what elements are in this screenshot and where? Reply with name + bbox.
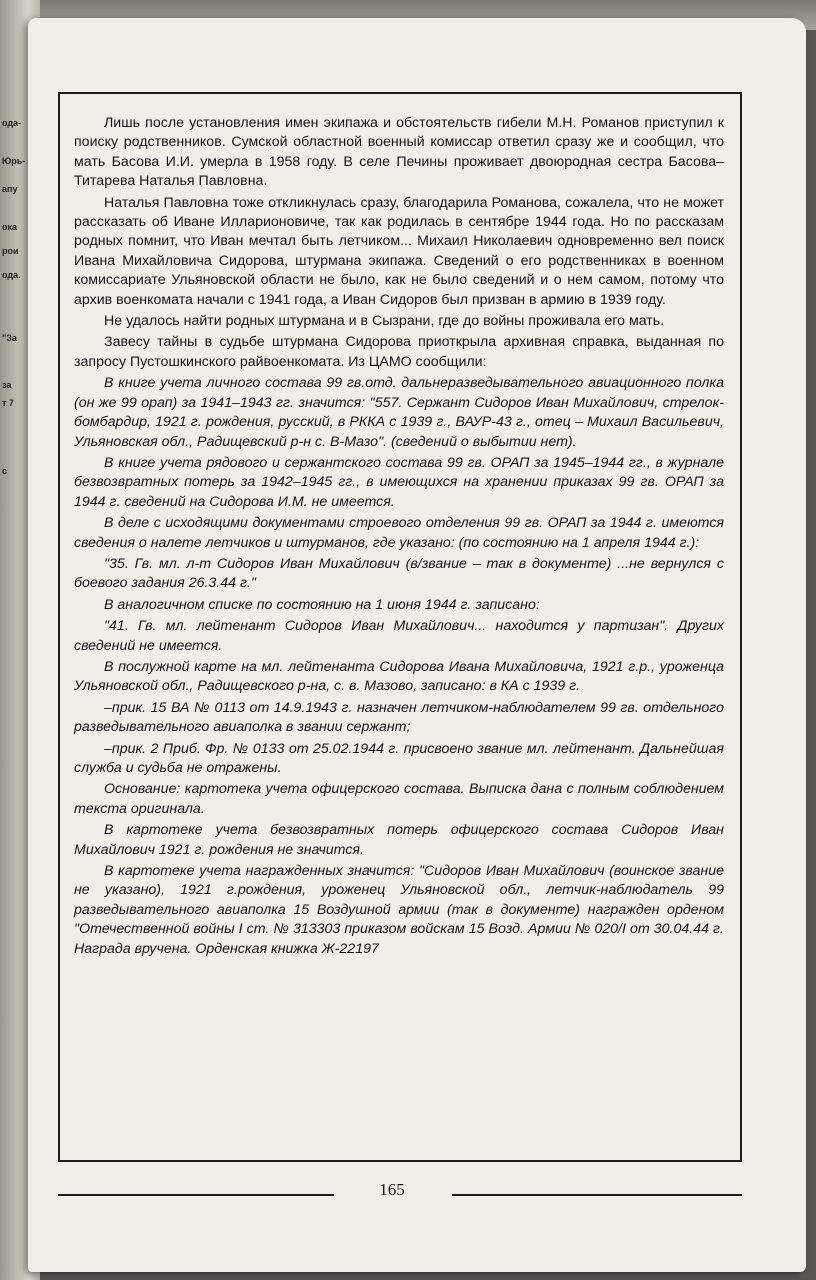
- archive-quote-paragraph: В картотеке учета безвозвратных потерь офицерского состава Сидоров Иван Михайлович 1921 г. рождения не значится.: [74, 822, 724, 858]
- archive-quote-paragraph: –прик. 15 ВА № 0113 от 14.9.1943 г. назначен летчиком-наблюдателем 99 гв. отдельного разведывательного авиаполка в звании сержант;: [74, 699, 724, 736]
- archive-quote-paragraph: "35. Гв. мл. л-т Сидоров Иван Михайлович (в/звание – так в документе) ...не вернулся с боевого задания 26.3.44 г.": [74, 555, 724, 592]
- paragraph: Завесу тайны в судьбе штурмана Сидорова приоткрыла архивная справка, выданная по запросу Пустошкинского райвоенкомата. Из ЦАМО сообщили:: [74, 334, 724, 370]
- adjacent-page-fragment: за: [2, 380, 12, 390]
- archive-quote-paragraph: "41. Гв. мл. лейтенант Сидоров Иван Михайлович... находится у партизан". Других сведений не имеется.: [74, 618, 724, 654]
- adjacent-page-fragment: т 7: [2, 398, 14, 408]
- adjacent-page-fragment: ода-: [2, 118, 22, 128]
- adjacent-page-fragment: Юрь-: [2, 156, 26, 166]
- adjacent-page-fragment: с: [2, 466, 8, 476]
- footer-rule-right: [452, 1194, 742, 1196]
- adjacent-page-fragment: апу: [2, 184, 18, 194]
- archive-quote-paragraph: Основание: картотека учета офицерского состава. Выписка дана с полным соблюдением текста оригинала.: [74, 781, 724, 817]
- adjacent-page-fragment: рои: [2, 246, 19, 256]
- archive-quote-paragraph: В послужной карте на мл. лейтенанта Сидорова Ивана Михайловича, 1921 г.р., уроженца Ульяновской обл., Радищевского р-на, с. в. Мазово, записано: в КА с 1939 г.: [74, 658, 724, 695]
- archive-quote-paragraph: В книге учета рядового и сержантского состава 99 гв. ОРАП за 1945–1944 гг., в журнале безвозвратных потерь за 1942–1945 гг., в имеющихся на хранении приказах 99 гв. ОРАП за 1944 г. сведений на Сидорова И.М. не имеется.: [74, 454, 724, 510]
- paragraph: Наталья Павловна тоже откликнулась сразу, благодарила Романова, сожалела, что не может рассказать об Иване Илларионовиче, так как родилась в сентябре 1944 года. Но по рассказам родных помнит, что Иван мечтал быть летчиком... Михаил Николаевич одновременно вел поиск Ивана Михайловича Сидорова, штурмана экипажа. Сведений о его родственниках в военном комиссариате Ульяновской области не было, как не было сведений и о нем самом, потому что архив военкомата начали с 1941 года, а Иван Сидоров был призван в армию в 1939 году.: [74, 194, 724, 308]
- adjacent-page-fragment: ода.: [2, 270, 21, 280]
- archive-quote-paragraph: –прик. 2 Приб. Фр. № 0133 от 25.02.1944 г. присвоено звание мл. лейтенант. Дальнейшая служба и судьба не отражены.: [74, 740, 724, 776]
- adjacent-page-fragment: "За: [2, 333, 17, 343]
- paragraph: Лишь после установления имен экипажа и обстоятельств гибели М.Н. Романов приступил к поиску родственников. Сумской областной военный комиссар ответил сразу же и сообщил, что мать Басова И.И. умерла в 1958 году. В селе Печины проживает двоюродная сестра Басова–Титарева Наталья Павловна.: [74, 115, 724, 190]
- page-body-text: [74, 114, 724, 961]
- paragraph: Не удалось найти родных штурмана и в Сызрани, где до войны проживала его мать.: [104, 313, 665, 330]
- archive-quote-paragraph: В аналогичном списке по состоянию на 1 июня 1944 г. записано:: [104, 596, 540, 613]
- archive-quote-paragraph: В картотеке учета награжденных значится: "Сидоров Иван Михайлович (воинское звание не указано), 1921 г.рождения, уроженец Ульяновской обл., летчик-наблюдатель 99 разведывательного авиаполка 15 Воздушной армии (так в документе) награжден орденом "Отечественной войны I ст. № 313303 приказом войскам 15 Возд. Армии № 020/I от 30.04.44 г. Награда вручена. Орденская книжка Ж-22197: [74, 863, 724, 957]
- archive-quote-paragraph: В деле с исходящими документами строевого отделения 99 гв. ОРАП за 1944 г. имеются сведения о налете летчиков и штурманов, где указано: (по состоянию на 1 апреля 1944 г.):: [74, 515, 724, 551]
- adjacent-page-fragment: ока: [2, 222, 18, 232]
- footer-rule-left: [58, 1194, 334, 1196]
- page-number: 165: [379, 1180, 405, 1199]
- archive-quote-paragraph: В книге учета личного состава 99 гв.отд. дальнеразведывательного авиационного полка (он же 99 орап) за 1941–1943 гг. значится: "557. Сержант Сидоров Иван Михайлович, стрелок-бомбардир, 1921 г. рождения, русский, в РККА с 1939 г., ВАУР-43 г., отец – Михаил Васильевич, Ульяновская обл., Радищевский р-н с. В-Мазо". (сведений о выбытии нет).: [74, 375, 724, 450]
